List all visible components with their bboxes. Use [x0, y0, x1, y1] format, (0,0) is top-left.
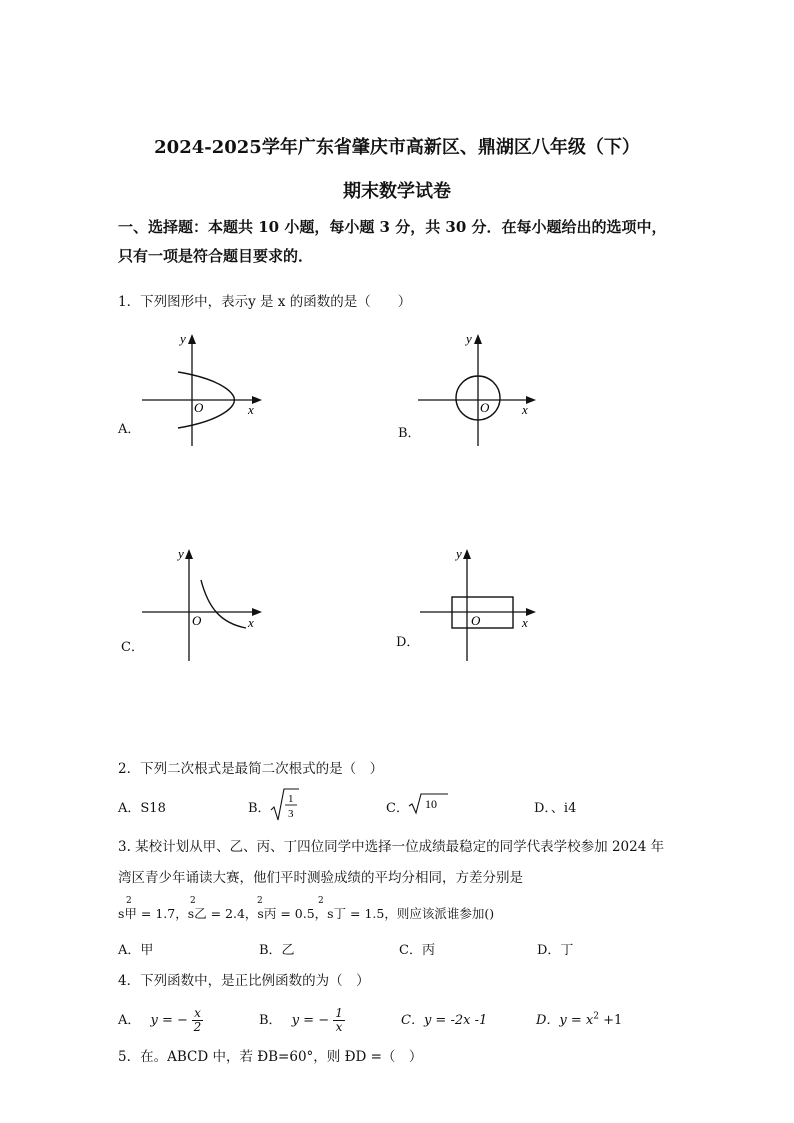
superscript-2: 2	[190, 896, 196, 906]
section-instruction-line2: 只有一项是符合题目要求的．	[118, 247, 314, 265]
graph-b-circle	[412, 330, 542, 450]
option-4b-fraction	[333, 1007, 345, 1034]
axis-y-label: y	[456, 546, 462, 561]
option-2b-label[interactable]: B．	[248, 801, 271, 816]
question-2-text: 2．下列二次根式是最简二次根式的是（ ）	[118, 761, 384, 777]
option-2d[interactable]: D．、i4	[534, 801, 577, 816]
axis-x-label: x	[522, 402, 528, 417]
option-4d-tail: +1	[599, 1013, 623, 1028]
option-1a-label[interactable]: A．	[118, 422, 141, 437]
option-4a-fraction	[192, 1007, 203, 1034]
axis-y-label: y	[466, 331, 472, 346]
origin-label: O	[471, 613, 481, 628]
graph-c-hyperbola	[138, 545, 268, 665]
page-title: 2024-2025学年广东省肇庆市高新区、鼎湖区八年级（下）	[154, 137, 640, 158]
option-3d[interactable]: D．丁	[537, 943, 574, 958]
question-1-text: 1．下列图形中，表示y 是 x 的函数的是（ ）	[118, 294, 412, 310]
option-1d-label[interactable]: D．	[396, 635, 420, 650]
question-3-line3: s甲 = 1.7，s乙 = 2.4，s丙 = 0.5，s丁 = 1.5，则应该派谁参加()	[118, 906, 495, 921]
option-4a-lhs: y = −	[150, 1013, 188, 1028]
option-1b-label[interactable]: B．	[398, 426, 421, 441]
graph-d-rectangle	[412, 545, 542, 665]
option-4d[interactable]	[536, 1009, 622, 1028]
axis-y-label: y	[180, 331, 186, 346]
axis-x-label: x	[522, 615, 528, 630]
origin-label: O	[480, 400, 490, 415]
sqrt-ten-icon	[408, 792, 450, 816]
origin-label: O	[192, 613, 202, 628]
option-3a[interactable]: A．甲	[118, 943, 154, 958]
fraction-numerator: 1	[335, 1006, 343, 1020]
option-4d-expr: D．y = x	[536, 1013, 594, 1028]
graph-a-sideways-parabola	[138, 330, 268, 450]
superscript-2: 2	[257, 896, 263, 906]
fraction-denominator: x	[335, 1020, 343, 1034]
superscript-2: 2	[126, 896, 132, 906]
fraction-numerator: x	[194, 1006, 201, 1020]
option-2c-label[interactable]: C．	[386, 801, 409, 816]
option-1c-label[interactable]: C．	[121, 640, 144, 655]
option-3c[interactable]: C．丙	[399, 943, 435, 958]
fraction-denominator: 2	[193, 1020, 202, 1034]
section-instruction-line1: 一、选择题：本题共 10 小题，每小题 3 分，共 30 分．在每小题给出的选项中，	[118, 218, 667, 236]
option-4a[interactable]	[118, 1007, 203, 1034]
option-4a-label: A．	[118, 1013, 141, 1028]
axis-x-label: x	[248, 402, 254, 417]
option-4d-exponent: 2	[593, 1011, 599, 1022]
axis-y-label: y	[178, 546, 184, 561]
question-3-line2: 湾区青少年诵读大赛，他们平时测验成绩的平均分相同，方差分别是	[118, 870, 523, 886]
sqrt-denominator: 3	[288, 808, 294, 820]
question-3-line1: 3. 某校计划从甲、乙、丙、丁四位同学中选择一位成绩最稳定的同学代表学校参加 2024 年	[118, 839, 665, 855]
origin-label: O	[194, 400, 204, 415]
question-5-text: 5．在。ABCD 中，若 ÐB=60°，则 ÐD =（ ）	[118, 1049, 423, 1065]
option-3b[interactable]: B．乙	[259, 943, 295, 958]
sqrt-numerator: 1	[288, 793, 294, 805]
option-4b-label: B．	[259, 1013, 282, 1028]
option-4b[interactable]	[259, 1007, 345, 1034]
superscript-2: 2	[318, 896, 324, 906]
option-2a[interactable]: A．S18	[118, 801, 166, 816]
question-4-text: 4．下列函数中，是正比例函数的为（ ）	[118, 973, 370, 989]
sqrt-radicand: 10	[425, 797, 437, 811]
axis-x-label: x	[248, 615, 254, 630]
sqrt-one-third-icon	[270, 786, 300, 824]
option-4c[interactable]: C．y = -2x -1	[401, 1013, 488, 1028]
page-subtitle: 期末数学试卷	[343, 181, 451, 202]
option-4b-lhs: y = −	[291, 1013, 330, 1028]
